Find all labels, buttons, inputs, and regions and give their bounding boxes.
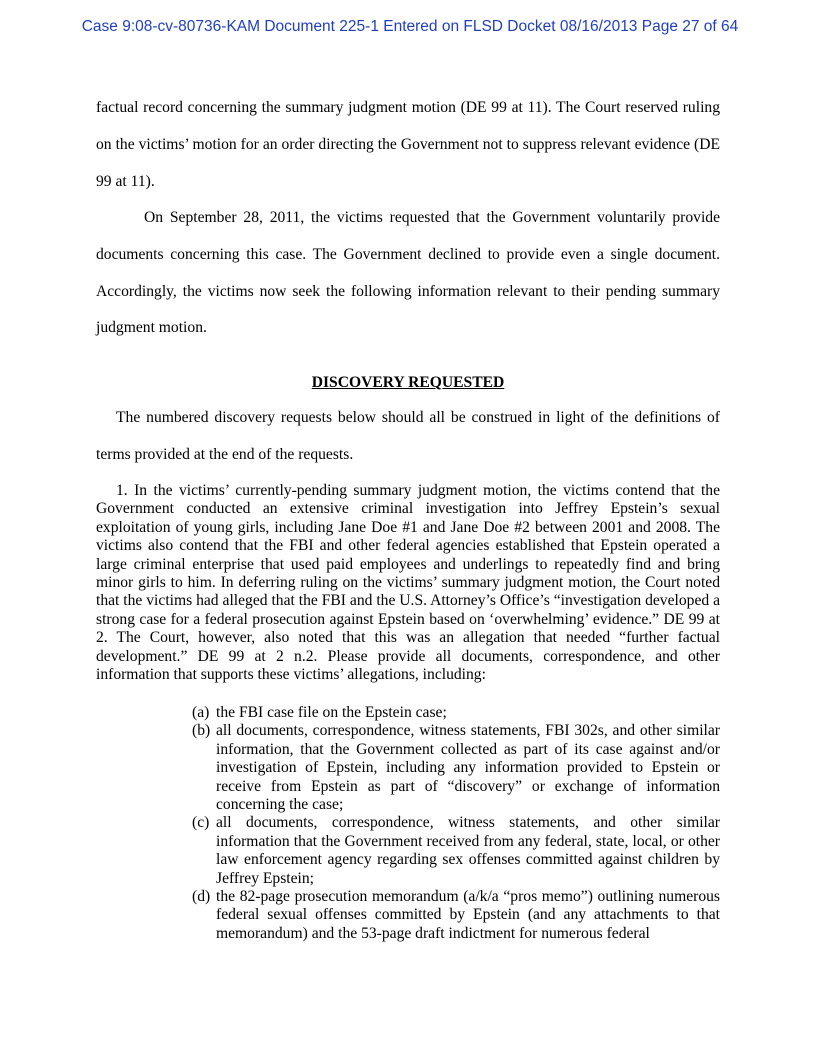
request-1-item-a (192, 704, 720, 722)
item-marker: (c) (192, 814, 210, 832)
item-text: all documents, correspondence, witness statements, FBI 302s, and other similar information, that the Government collected as part of its case against and/or investigation of Epstein, including any information provided to Epstein or receive from Epstein as part of “discovery” or exchange of information concerning the case; (216, 722, 720, 814)
paragraph-september-request: On September 28, 2011, the victims requested that the Government voluntarily provide documents concerning this case. The Government declined to provide even a single document. Accordingly, the victims now seek the following information relevant to their pending summary judgment motion. (96, 209, 720, 337)
item-text: the FBI case file on the Epstein case; (216, 704, 447, 721)
item-text: all documents, correspondence, witness statements, and other similar information that the Government received from any federal, state, local, or other law enforcement agency regarding sex offenses committed against children by Jeffrey Epstein; (216, 814, 720, 887)
discovery-request-1: 1. In the victims’ currently-pending summary judgment motion, the victims contend that the Government conducted an extensive criminal investigation into Jeffrey Epstein’s sexual exploitation of young girls, including Jane Doe #1 and Jane Doe #2 between 2001 and 2008. The victims also contend that the FBI and other federal agencies established that Epstein operated a large criminal enterprise that used paid employees and underlings to repeatedly find and bring minor girls to him. In deferring ruling on the victims’ summary judgment motion, the Court noted that the victims had alleged that the FBI and the U.S. Attorney’s Office’s “investigation developed a strong case for a federal prosecution against Epstein based on ‘overwhelming’ evidence.” DE 99 at 2. The Court, however, also noted that this was an allegation that needed “further factual development.” DE 99 at 2 n.2. Please provide all documents, correspondence, and other information that supports these victims’ allegations, including: (96, 482, 720, 684)
paragraph-factual-record: factual record concerning the summary judgment motion (DE 99 at 11). The Court reserved ruling on the victims’ motion for an order directing the Government not to suppress relevant evidence (DE 99 at 11). (96, 99, 720, 190)
request-1-sublist (192, 704, 720, 943)
request-1-item-b (192, 722, 720, 814)
item-marker: (b) (192, 722, 211, 740)
request-1-item-d (192, 888, 720, 943)
paragraph-discovery-intro: The numbered discovery requests below should all be construed in light of the definitions of terms provided at the end of the requests. (96, 409, 720, 463)
section-heading: DISCOVERY REQUESTED (311, 374, 505, 391)
docket-header-stamp: Case 9:08-cv-80736-KAM Document 225-1 Entered on FLSD Docket 08/16/2013 Page 27 of 64 (81, 18, 739, 35)
request-1-item-c (192, 814, 720, 888)
item-text: the 82-page prosecution memorandum (a/k/a “pros memo”) outlining numerous federal sexual offenses committed by Epstein (and any attachments to that memorandum) and the 53-page draft indictment for numerous federal (216, 888, 720, 942)
item-marker: (a) (192, 704, 210, 721)
item-marker: (d) (192, 888, 211, 906)
